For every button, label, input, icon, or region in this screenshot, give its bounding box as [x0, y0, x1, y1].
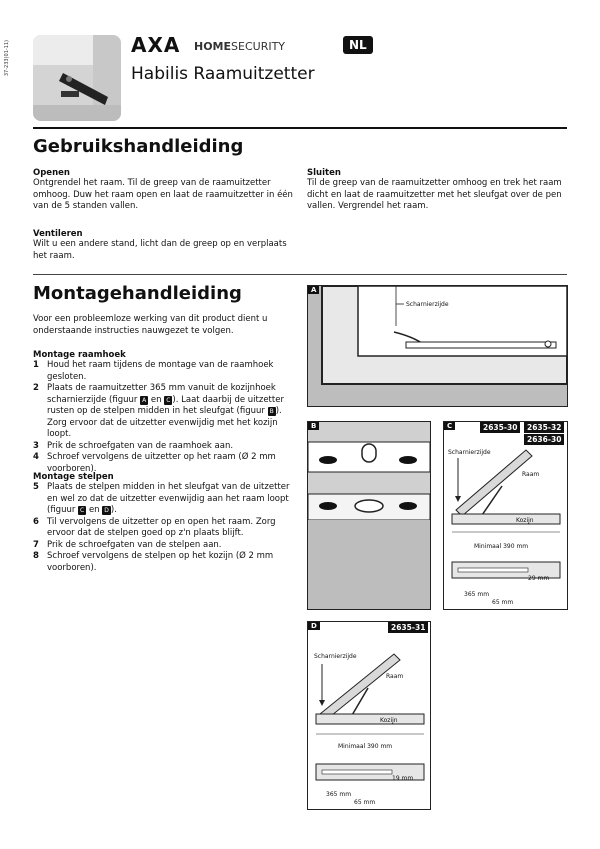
figure-b [307, 421, 431, 610]
fig-c-min-label: Minimaal 390 mm [474, 543, 529, 550]
step-item: 1 Houd het raam tijdens de montage van de raamhoek gesloten. [33, 360, 274, 382]
fig-b-label: B [308, 422, 319, 430]
fig-c-code-3: 2636-30 [524, 434, 564, 445]
figure-c [443, 421, 568, 610]
pins-title: Montage stelpen [33, 472, 114, 482]
fig-c-raam-label: Raam [522, 471, 540, 478]
header-divider [33, 127, 567, 129]
figure-a [307, 285, 568, 407]
step-item: 6 Til vervolgens de uitzetter op en open het raam. Zorg ervoor dat de stelpen goed op z'n plaats blijft. [33, 516, 276, 538]
step-item: 4 Schroef vervolgens de uitzetter op het raam (Ø 2 mm voorboren). [33, 452, 276, 474]
brand-subtitle: HOMESECURITY [194, 40, 286, 53]
fig-ref-a: A [142, 396, 147, 404]
step-item: 3 Prik de schroefgaten van de raamhoek aan. [33, 440, 234, 451]
step-item: 2 Plaats de raamuitzetter 365 mm vanuit de kozijnhoek scharnierzijde (figuur A en C ). Laat daarbij de uitzetter rusten op de stelpen midden in het sleufgat (figuur B ). Zorg ervoor dat de uitzetter evenwijdig met het kozijn loopt. [33, 383, 284, 439]
pins-steps [33, 482, 295, 574]
vent-section [33, 229, 295, 262]
fig-ref-b: B [269, 408, 274, 415]
close-text: Til de greep van de raamuitzetter omhoog en trek het raam dicht en laat de raamuitzetter met het sleufgat over de pen vallen. Vergrendel het raam. [307, 178, 562, 211]
open-title: Openen [33, 168, 70, 178]
document-code: 37-233(01-11) [4, 40, 10, 77]
step-item: 5 Plaats de stelpen midden in het sleufgat van de uitzetter en wel zo dat de uitzetter evenwijdig aan het raam loopt (figuur C en D ). [33, 482, 290, 515]
step-item: 7 Prik de schroefgaten van de stelpen aan. [33, 539, 222, 550]
fig-c-code-2: 2635-32 [524, 422, 564, 433]
fig-d-label: D [308, 622, 320, 630]
fig-c-kozijn-label: Kozijn [516, 517, 534, 524]
mount-heading: Montagehandleiding [33, 283, 242, 304]
fig-d-code-1: 2635-31 [388, 622, 428, 633]
fig-c-d3-label: 65 mm [492, 599, 514, 606]
product-photo [33, 35, 121, 121]
vent-title: Ventileren [33, 229, 83, 239]
brand-logo: AXA [131, 33, 181, 57]
language-badge: NL [343, 36, 373, 54]
close-section [307, 168, 562, 213]
fig-c-hinge-label: Scharnierzijde [448, 449, 491, 456]
pins-section [33, 472, 295, 574]
fig-d-d2-label: 365 mm [326, 791, 352, 798]
product-title: Habilis Raamuitzetter [131, 64, 315, 84]
mount-intro: Voor een probleemloze werking van dit product dient u onderstaande instructies nauwgezet te volgen. [33, 314, 268, 336]
fig-ref-c: C [166, 396, 171, 404]
corner-title: Montage raamhoek [33, 350, 126, 360]
fig-c-code-1: 2635-30 [480, 422, 520, 433]
corner-steps [33, 360, 295, 475]
section-divider [33, 274, 567, 275]
open-section [33, 168, 295, 213]
fig-a-label: A [308, 286, 319, 294]
fig-d-kozijn-label: Kozijn [380, 717, 398, 724]
fig-d-d1-label: 19 mm [392, 775, 414, 782]
open-text: Ontgrendel het raam. Til de greep van de raamuitzetter omhoog. Duw het raam open en laat de raamuitzetter in één van de 5 standen vallen. [33, 178, 293, 211]
fig-d-d3-label: 65 mm [354, 799, 376, 806]
corner-section [33, 350, 295, 475]
fig-c-d2-label: 365 mm [464, 591, 490, 598]
vent-text: Wilt u een andere stand, licht dan de greep op en verplaats het raam. [33, 239, 287, 261]
fig-c-d1-label: 29 mm [528, 575, 550, 582]
fig-d-min-label: Minimaal 390 mm [338, 743, 393, 750]
usage-heading: Gebruikshandleiding [33, 136, 244, 157]
fig-a-hinge-label: Scharnierzijde [406, 301, 449, 308]
fig-c-label: C [444, 422, 455, 430]
close-title: Sluiten [307, 168, 341, 178]
figure-d [307, 621, 431, 810]
fig-ref-d: D [104, 507, 109, 514]
step-item: 8 Schroef vervolgens de stelpen op het kozijn (Ø 2 mm voorboren). [33, 551, 274, 573]
fig-d-raam-label: Raam [386, 673, 404, 680]
fig-d-hinge-label: Scharnierzijde [314, 653, 357, 660]
fig-ref-c: C [80, 507, 85, 514]
